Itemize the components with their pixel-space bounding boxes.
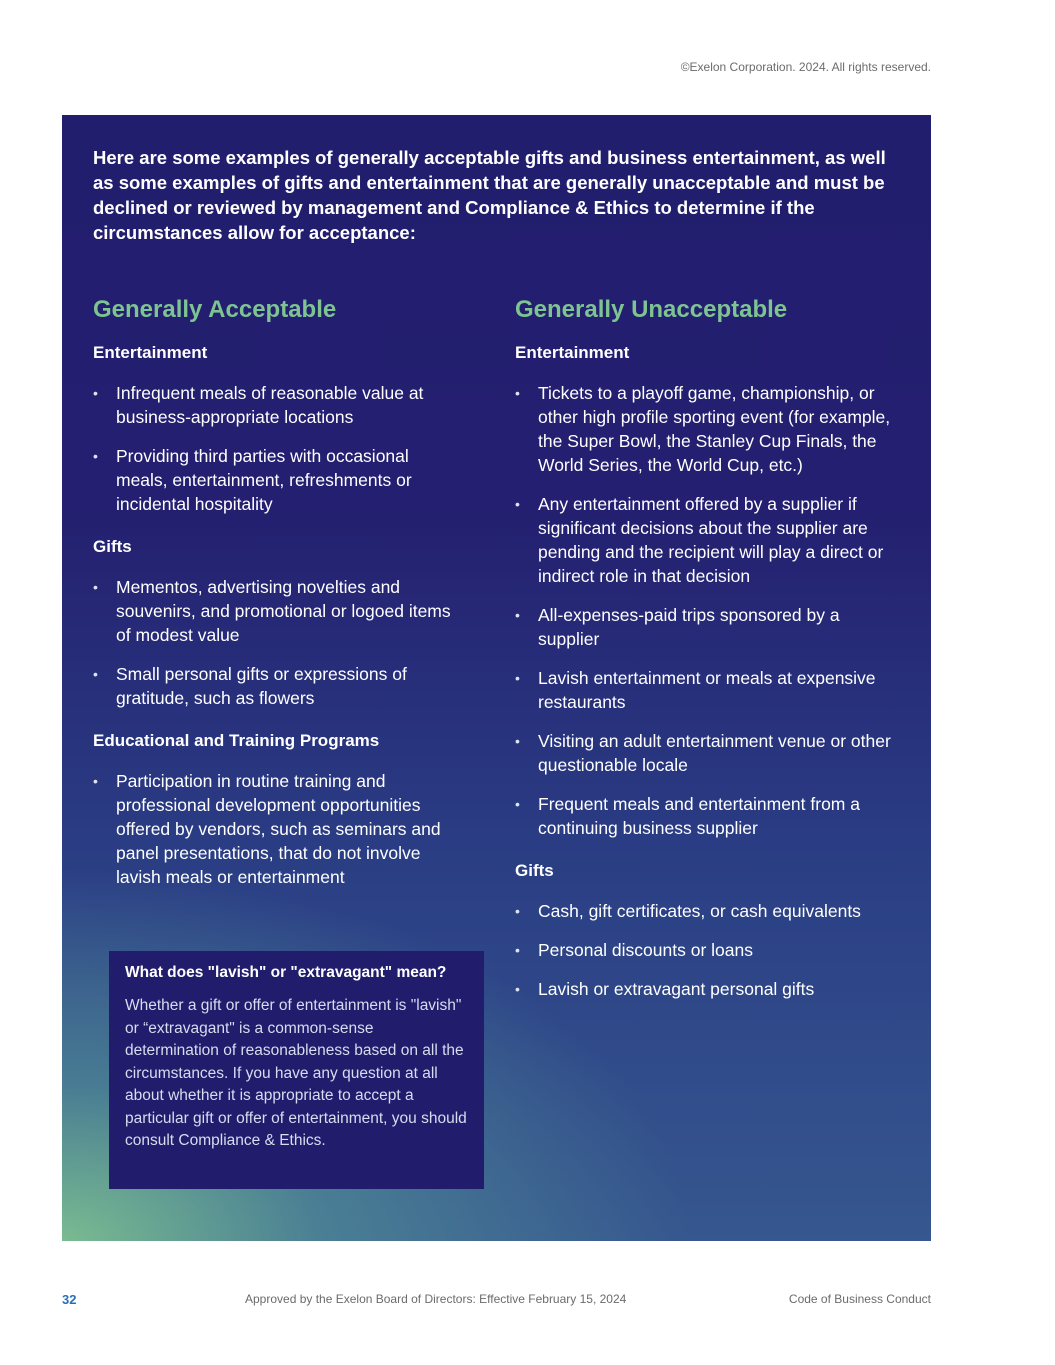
list-item: • Frequent meals and entertainment from a continuing business supplier	[515, 792, 905, 840]
callout-title: What does "lavish" or "extravagant" mean?	[125, 964, 447, 981]
content-panel	[62, 115, 931, 1241]
unacceptable-entertainment-list	[515, 381, 905, 840]
list-item: • Participation in routine training and professional development opportunities offered by vendors, such as seminars and panel presentations, that do not involve lavish meals or entertainment	[93, 769, 463, 889]
acceptable-title: Generally Acceptable	[93, 296, 337, 323]
page-number: 32	[62, 1292, 77, 1307]
list-item: • Lavish or extravagant personal gifts	[515, 977, 905, 1001]
list-item: • Any entertainment offered by a supplier if significant decisions about the supplier are pending and the recipient will play a direct or indirect role in that decision	[515, 492, 905, 588]
acceptable-training-list	[93, 769, 463, 889]
acceptable-entertainment-list	[93, 381, 463, 516]
acceptable-gifts-list	[93, 575, 463, 710]
list-item: • All-expenses-paid trips sponsored by a supplier	[515, 603, 905, 651]
acceptable-entertainment-heading: Entertainment	[93, 343, 208, 362]
approval-note: Approved by the Exelon Board of Directors: Effective February 15, 2024	[245, 1292, 627, 1306]
copyright-notice: ©Exelon Corporation. 2024. All rights reserved.	[680, 60, 931, 74]
lavish-definition-callout	[109, 951, 484, 1189]
list-item: • Cash, gift certificates, or cash equivalents	[515, 899, 905, 923]
list-item: • Providing third parties with occasional meals, entertainment, refreshments or incidental hospitality	[93, 444, 463, 516]
list-item: • Tickets to a playoff game, championship, or other high profile sporting event (for example, the Super Bowl, the Stanley Cup Finals, the World Series, the World Cup, etc.)	[515, 381, 905, 477]
unacceptable-gifts-list	[515, 899, 905, 1001]
list-item: • Mementos, advertising novelties and souvenirs, and promotional or logoed items of modest value	[93, 575, 463, 647]
list-item: • Personal discounts or loans	[515, 938, 905, 962]
acceptable-column	[93, 295, 463, 909]
list-item: • Small personal gifts or expressions of gratitude, such as flowers	[93, 662, 463, 710]
unacceptable-gifts-heading: Gifts	[515, 861, 554, 880]
acceptable-gifts-heading: Gifts	[93, 537, 132, 556]
list-item: • Lavish entertainment or meals at expensive restaurants	[515, 666, 905, 714]
intro-paragraph: Here are some examples of generally acceptable gifts and business entertainment, as well as some examples of gifts and entertainment that are generally unacceptable and must be declined or reviewed by management and Compliance & Ethics to determine if the circumstances allow for acceptance:	[93, 147, 886, 243]
list-item: • Visiting an adult entertainment venue or other questionable locale	[515, 729, 905, 777]
callout-body: Whether a gift or offer of entertainment is "lavish" or “extravagant" is a common-sense determination of reasonableness based on all the circumstances. If you have any question at all about whether it is appropriate to accept a particular gift or offer of entertainment, you should consult Compliance & Ethics.	[125, 997, 467, 1149]
unacceptable-entertainment-heading: Entertainment	[515, 343, 630, 362]
unacceptable-title: Generally Unacceptable	[515, 296, 788, 323]
acceptable-training-heading: Educational and Training Programs	[93, 731, 380, 750]
unacceptable-column	[515, 295, 905, 1021]
document-title: Code of Business Conduct	[788, 1292, 931, 1306]
list-item: • Infrequent meals of reasonable value at business-appropriate locations	[93, 381, 463, 429]
